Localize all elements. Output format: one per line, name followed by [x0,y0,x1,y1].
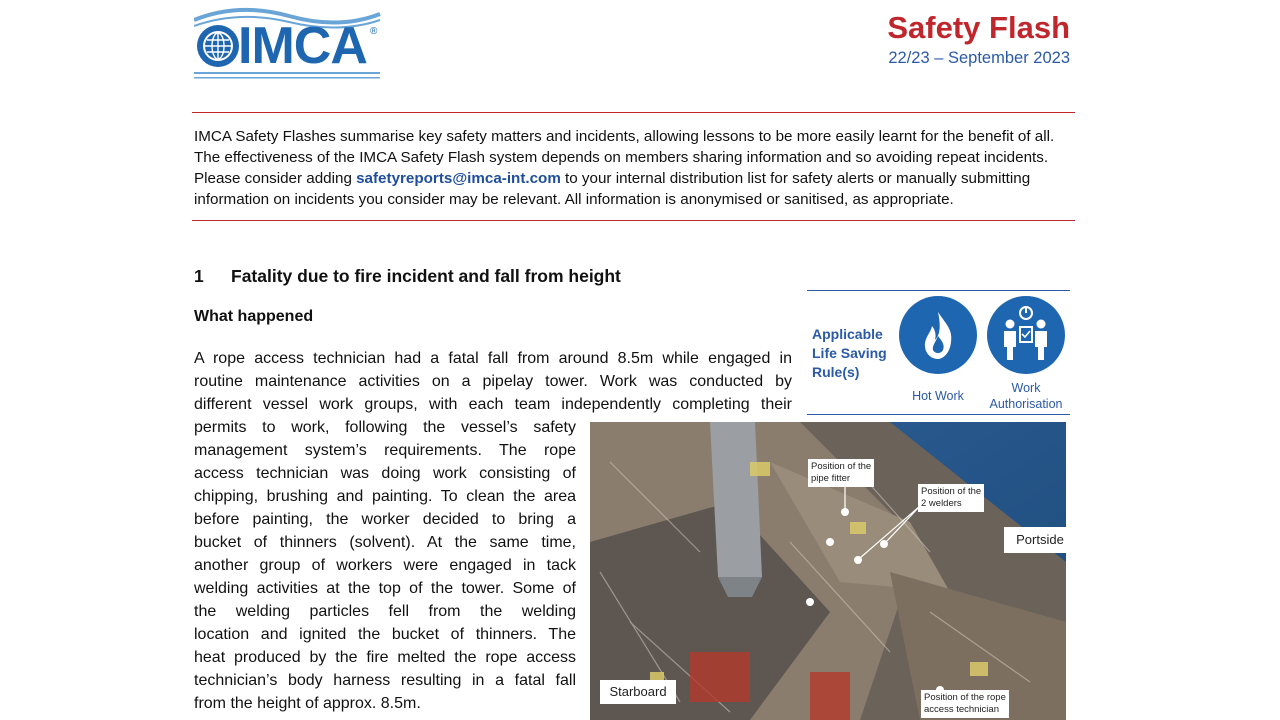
registered-mark: ® [370,26,378,37]
body-line: access technician was doing work consisting of [194,465,576,482]
section-number: 1 [194,266,204,286]
intro-text [194,126,1078,210]
body-line: heat produced by the fire melted the rope access [194,649,576,666]
label-starboard: Starboard [600,680,676,704]
section-heading [194,266,621,287]
body-line: routine maintenance activities on a pipelay tower. Work was conducted by [194,373,792,390]
body-line: chipping, brushing and painting. To clean the area [194,488,576,505]
caption-line: Authorisation [989,397,1063,411]
body-line: another group of workers were engaged in tack [194,557,576,574]
logo-wordmark: IMCA [238,17,367,75]
life-saving-rules-box [807,290,1070,415]
label-welders [918,484,984,512]
divider-bottom [192,220,1075,221]
divider-top [192,112,1075,113]
hot-work-caption: Hot Work [912,389,964,403]
work-authorisation-icon [987,296,1065,374]
body-line: location and ignited the bucket of thinners. The [194,626,576,643]
label-line: Position of the [811,461,872,472]
label-line: Position of the [921,486,982,497]
hot-work-icon [899,296,977,374]
body-line: the welding particles fell from the welding [194,603,576,620]
label-line: Applicable [812,326,883,342]
intro-line: The effectiveness of the IMCA Safety Flash system depends on members sharing information and so avoiding repeat incidents. [194,149,1049,166]
label-pipe-fitter [808,459,874,487]
intro-line [194,168,1078,189]
section-title: Fatality due to fire incident and fall from height [231,266,621,286]
label-line: Life Saving [812,345,887,361]
body-line: from the height of approx. 8.5m. [194,695,421,712]
body-line: before painting, the worker decided to bring a [194,511,576,528]
issue-date: 22/23 – September 2023 [888,49,1070,67]
body-paragraph-top [194,347,792,416]
work-authorisation-caption [979,380,1073,412]
intro-line: information on incidents you consider may be relevant. All information is anonymised or sanitised, as appropriate. [194,191,954,208]
body-line: management system’s requirements. The rope [194,442,576,459]
imca-logo [194,6,382,80]
caption-line: Work [1011,381,1041,395]
intro-text-fragment: to your internal distribution list for safety alerts or manually submitting [560,170,1031,187]
label-rope-technician [921,690,1009,718]
label-line: 2 welders [921,498,962,509]
label-line: pipe fitter [811,473,851,484]
label-line: Position of the rope [924,692,1006,703]
intro-line: IMCA Safety Flashes summarise key safety matters and incidents, allowing lessons to be more easily learnt for the benefit of all. [194,128,1055,145]
body-line: welding activities at the top of the tower. Some of [194,580,576,597]
body-line: different vessel work groups, with each team independently completing their [194,396,792,413]
body-paragraph-left [194,416,576,715]
body-line: bucket of thinners (solvent). At the same time, [194,534,576,551]
body-line: A rope access technician had a fatal fall from around 8.5m while engaged in [194,350,792,367]
email-link[interactable]: safetyreports@imca-int.com [356,170,561,187]
body-line: technician’s body harness resulting in a fatal fall [194,672,576,689]
label-line: Rule(s) [812,364,860,380]
life-saving-rules-label [812,325,887,382]
label-portside: Portside [1004,527,1076,553]
body-line: permits to work, following the vessel’s safety [194,419,576,436]
incident-photo [590,422,1066,720]
page-title: Safety Flash [887,10,1070,45]
intro-text-fragment: Please consider adding [194,170,357,187]
label-line: access technician [924,704,999,715]
subheading: What happened [194,308,314,325]
globe-gear-icon [197,25,239,67]
